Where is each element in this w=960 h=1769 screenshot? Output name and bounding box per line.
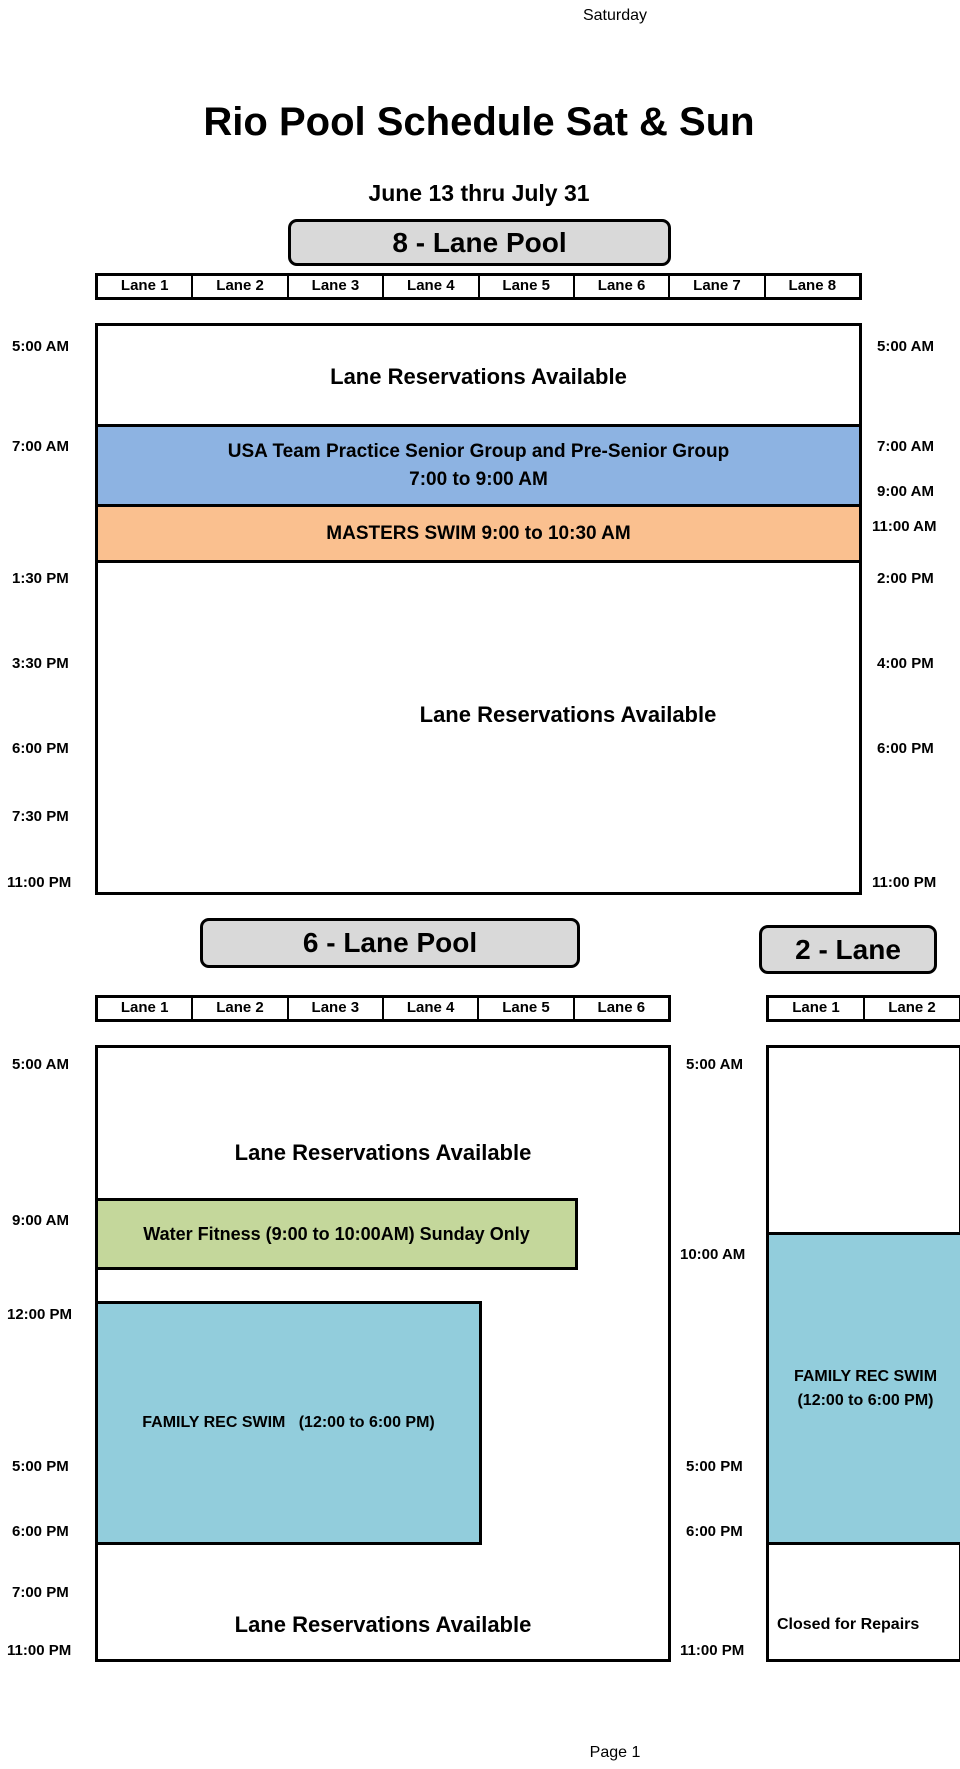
time-label: 11:00 AM xyxy=(872,518,937,535)
pool2-title: 2 - Lane xyxy=(759,925,937,974)
date-range: June 13 thru July 31 xyxy=(368,180,590,206)
time-label: 5:00 AM xyxy=(12,338,69,355)
time-label: 5:00 AM xyxy=(12,1056,69,1073)
time-label: 5:00 AM xyxy=(877,338,934,355)
time-label: 6:00 PM xyxy=(12,1523,69,1540)
pool2-lane-header xyxy=(766,995,960,1022)
reservations-available: Lane Reservations Available xyxy=(234,1140,532,1165)
time-label: 6:00 PM xyxy=(686,1523,743,1540)
page-title: Rio Pool Schedule Sat & Sun xyxy=(203,100,755,144)
lane-label: Lane 2 xyxy=(193,276,288,297)
lane-label: Lane 3 xyxy=(289,998,384,1019)
lane-label: Lane 1 xyxy=(98,998,193,1019)
lane-label: Lane 8 xyxy=(788,277,837,294)
time-label: 11:00 PM xyxy=(680,1642,745,1659)
pool8-lane-header xyxy=(95,273,862,300)
usa-block-title: USA Team Practice Senior Group and Pre-Senior Group xyxy=(227,440,730,462)
lane-label: Lane 7 xyxy=(670,276,765,297)
pool6-lane-header xyxy=(95,995,671,1022)
reservations-available: Lane Reservations Available xyxy=(234,1612,532,1637)
time-label: 7:30 PM xyxy=(12,808,69,825)
lane-label: Lane 1 xyxy=(98,276,193,297)
usa-block-time: 7:00 to 9:00 AM xyxy=(409,468,548,490)
time-label: 7:00 AM xyxy=(877,438,934,455)
time-label: 11:00 PM xyxy=(872,874,937,891)
lane-label: Lane 1 xyxy=(769,998,865,1019)
lane-label: Lane 2 xyxy=(888,999,936,1016)
family-rec-title: FAMILY REC SWIM xyxy=(793,1367,938,1385)
time-label: 11:00 PM xyxy=(7,874,72,891)
time-label: 2:00 PM xyxy=(877,570,934,587)
time-label: 10:00 AM xyxy=(680,1246,746,1263)
lane-label: Lane 3 xyxy=(289,276,384,297)
time-label: 6:00 PM xyxy=(12,740,69,757)
lane-label: Lane 6 xyxy=(575,276,670,297)
family-rec-swim-block xyxy=(95,1301,482,1545)
pool6-title: 6 - Lane Pool xyxy=(200,918,580,968)
lane-label: Lane 6 xyxy=(597,999,646,1016)
time-label: 11:00 PM xyxy=(7,1642,72,1659)
time-label: 9:00 AM xyxy=(877,483,934,500)
pool6-schedule-grid xyxy=(95,1045,671,1662)
time-label: 7:00 AM xyxy=(12,438,69,455)
masters-swim-block xyxy=(95,504,862,563)
family-rec-swim-block xyxy=(766,1232,960,1545)
lane-label: Lane 4 xyxy=(384,998,479,1019)
lane-label: Lane 5 xyxy=(479,998,574,1019)
time-label: 1:30 PM xyxy=(12,570,69,587)
lane-label: Lane 5 xyxy=(480,276,575,297)
reservations-available: Lane Reservations Available xyxy=(330,364,627,389)
reservations-available: Lane Reservations Available xyxy=(419,702,717,727)
time-label: 12:00 PM xyxy=(7,1306,73,1323)
usa-team-practice-block xyxy=(95,424,862,507)
page-header-day: Saturday xyxy=(582,7,648,24)
time-label: 7:00 PM xyxy=(12,1584,69,1601)
pool8-title: 8 - Lane Pool xyxy=(288,219,671,266)
water-fitness-label: Water Fitness (9:00 to 10:00AM) Sunday Only xyxy=(143,1223,530,1244)
time-label: 5:00 PM xyxy=(12,1458,69,1475)
pool2-schedule-grid xyxy=(766,1045,960,1662)
lane-label: Lane 4 xyxy=(384,276,479,297)
time-label: 5:00 AM xyxy=(686,1056,743,1073)
closed-for-repairs: Closed for Repairs xyxy=(777,1616,920,1633)
page-number: Page 1 xyxy=(589,1744,641,1761)
masters-label: MASTERS SWIM 9:00 to 10:30 AM xyxy=(326,522,631,544)
time-label: 3:30 PM xyxy=(12,655,69,672)
lane-label: Lane 2 xyxy=(193,998,288,1019)
time-label: 6:00 PM xyxy=(877,740,934,757)
water-fitness-block xyxy=(95,1198,578,1270)
family-rec-label: FAMILY REC SWIM (12:00 to 6:00 PM) xyxy=(142,1414,435,1431)
time-label: 9:00 AM xyxy=(12,1212,69,1229)
family-rec-time: (12:00 to 6:00 PM) xyxy=(797,1391,934,1409)
time-label: 5:00 PM xyxy=(686,1458,743,1475)
pool8-schedule-grid xyxy=(95,323,862,895)
time-label: 4:00 PM xyxy=(877,655,934,672)
